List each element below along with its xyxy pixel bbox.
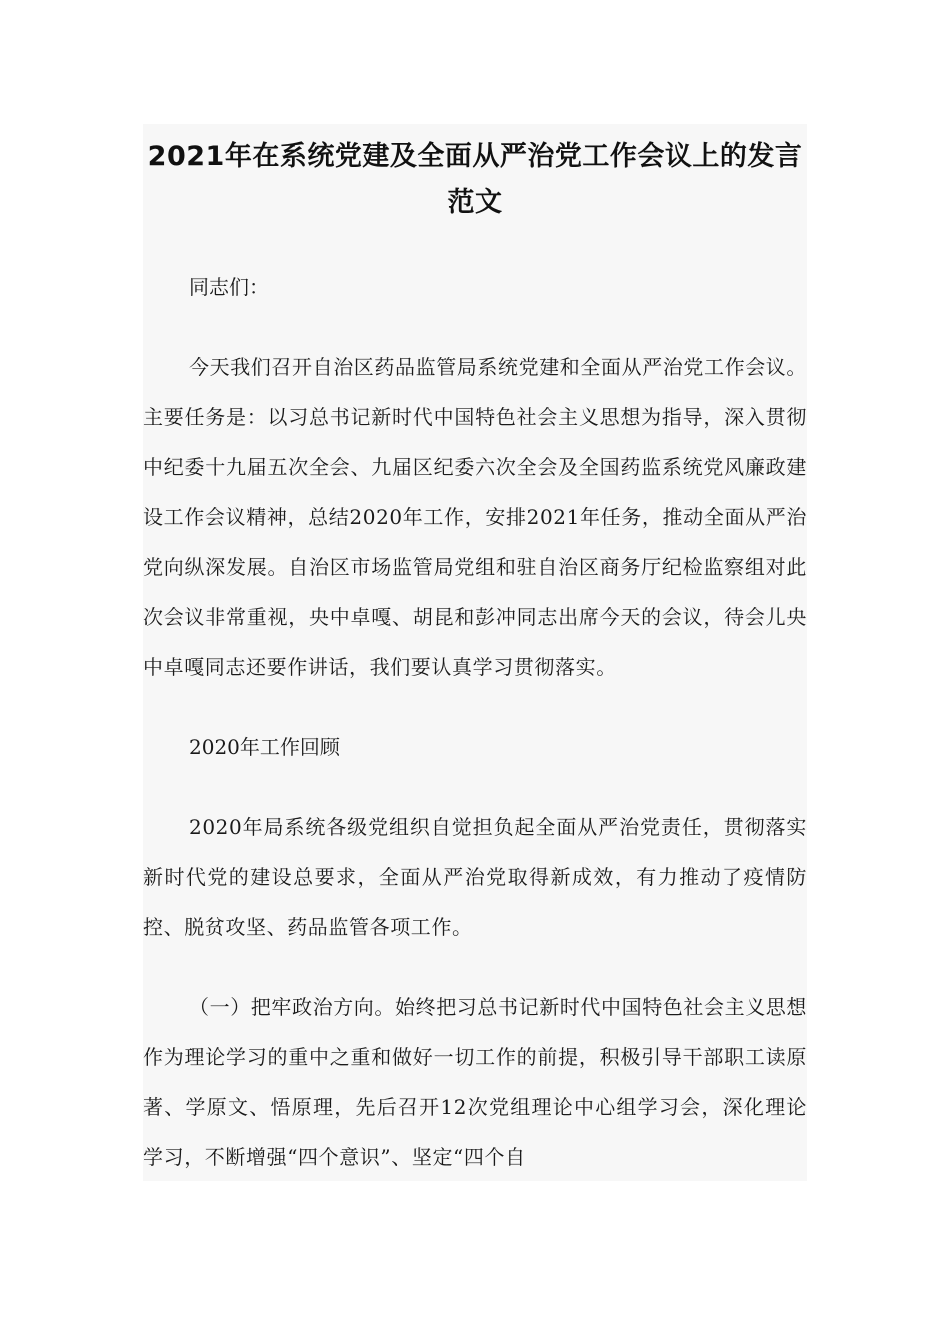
salutation: 同志们： xyxy=(189,275,269,299)
document-page xyxy=(143,124,807,1181)
paragraph-opening: 今天我们召开自治区药品监管局系统党建和全面从严治党工作会议。主要任务是：以习总书记新时代中国特色社会主义思想为指导，深入贯彻中纪委十九届五次全会、九届区纪委六次全会及全国药监系统党风廉政建设工作会议精神，总结2020年工作，安排2021年任务，推动全面从严治党向纵深发展。自治区市场监管局党组和驻自治区商务厅纪检监察组对此次会议非常重视，央中卓嘎、胡昆和彭冲同志出席今天的会议，待会儿央中卓嘎同志还要作讲话，我们要认真学习贯彻落实。 xyxy=(143,355,807,679)
section-heading: 2020年工作回顾 xyxy=(189,735,340,759)
paragraph-review: 2020年局系统各级党组织自觉担负起全面从严治党责任，贯彻落实新时代党的建设总要求，全面从严治党取得新成效，有力推动了疫情防控、脱贫攻坚、药品监管各项工作。 xyxy=(143,815,807,939)
document-title: 2021年在系统党建及全面从严治党工作会议上的发言范文 xyxy=(147,141,803,218)
paragraph-political-direction: （一）把牢政治方向。始终把习总书记新时代中国特色社会主义思想作为理论学习的重中之重和做好一切工作的前提，积极引导干部职工读原著、学原文、悟原理，先后召开12次党组理论中心组学习会，深化理论学习，不断增强“四个意识”、坚定“四个自 xyxy=(143,995,807,1169)
